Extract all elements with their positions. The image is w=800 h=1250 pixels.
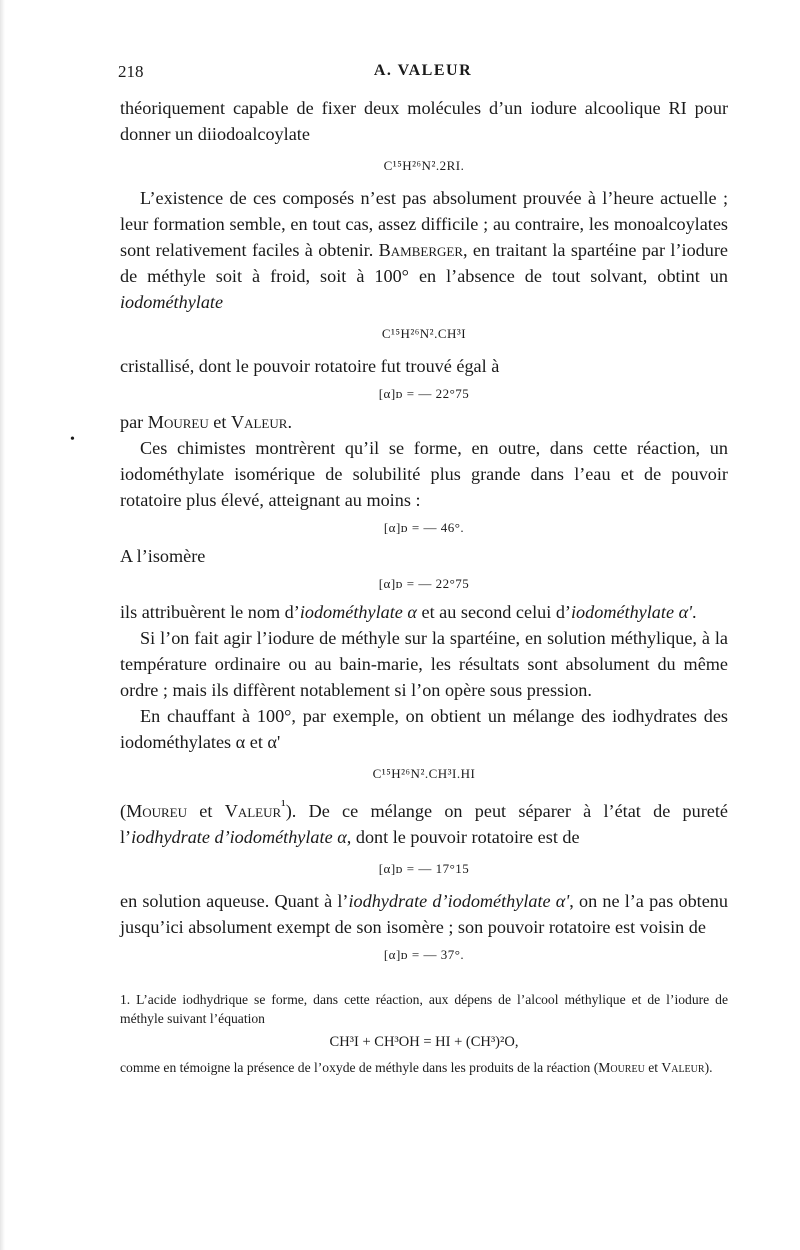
paragraph-text: L’existence de ces composés n’est pas absolument prouvée à l’heure actuelle ; leur formation semble, en tout cas, assez difficile ; au contraire, les monoalcoylates sont relativement faciles à obtenir.: [120, 188, 728, 260]
paragraph: [120, 95, 728, 147]
paragraph-text: et: [208, 412, 231, 432]
paragraph: [120, 625, 728, 703]
footnotes: [120, 990, 728, 1077]
formula: [α]ᴅ = — 22°75: [378, 576, 470, 591]
paragraph: [120, 793, 728, 850]
paragraph-text: ils attribuèrent le nom d’: [120, 602, 300, 622]
footnote: [120, 990, 728, 1028]
formula: C¹⁵H²⁶N².2RI.: [383, 158, 465, 173]
footnote-text: comme en témoigne la présence de l’oxyde de méthyle dans les produits de la réaction (: [120, 1060, 599, 1075]
formula: [α]ᴅ = — 17°15: [378, 861, 470, 877]
italic-term: iodométhylate α': [570, 602, 693, 622]
paragraph: [120, 409, 728, 435]
paragraph-text: En chauffant à 100°, par exemple, on obtient un mélange des iodhydrates des iodométhylates α et α': [120, 706, 728, 752]
paragraph: [120, 185, 728, 315]
italic-term: iodhydrate d’iodométhylate α: [131, 827, 347, 848]
formula: C¹⁵H²⁶N².CH³I: [381, 326, 467, 341]
paragraph-text: par: [120, 412, 148, 432]
author-name: Moureu: [598, 1060, 645, 1075]
paragraph-text: (: [120, 801, 127, 822]
paragraph-text: .: [692, 602, 697, 622]
paragraph-text: en solution aqueuse. Quant à l’: [120, 891, 349, 912]
paragraph-text: Si l’on fait agir l’iodure de méthyle sur la spartéine, en solution méthylique, à la température ordinaire ou au bain-marie, les résultats sont absolument du même ordre ; mais ils diffèrent notablement si l’on opère sous pression.: [120, 628, 728, 700]
paragraph-text: ). De ce mélange on peut séparer à l’état de pureté l’: [120, 801, 728, 848]
author-name: Moureu: [147, 412, 209, 432]
paragraph: [120, 599, 728, 625]
paragraph: [120, 703, 728, 755]
page-header: [118, 62, 728, 86]
paragraph: [120, 435, 728, 513]
body-text: [120, 95, 728, 970]
paragraph-text: , en traitant la spartéine par l’iodure de méthyle soit à froid, soit à 100° en l’absence de tout solvant, obtint un: [120, 240, 728, 286]
footnote-text: 1. L’acide iodhydrique se forme, dans cette réaction, aux dépens de l’alcool méthylique et de l’iodure de méthyle suivant l’équation: [120, 992, 728, 1026]
italic-term: iodométhylate α: [299, 602, 417, 622]
footnote: [120, 1058, 728, 1077]
italic-term: iodométhylate: [120, 292, 224, 312]
author-name: Valeur: [230, 412, 288, 432]
formula: [α]ᴅ = — 22°75: [378, 386, 470, 401]
paragraph-text: A l’isomère: [120, 546, 206, 566]
author-name: Moureu: [126, 801, 188, 822]
author-name: Valeur: [661, 1060, 705, 1075]
author-name: Bamberger: [378, 240, 464, 260]
paragraph-text: Ces chimistes montrèrent qu’il se forme, en outre, dans cette réaction, un iodométhylate isomérique de solubilité plus grande dans l’eau et de pouvoir rotatoire plus élevé, atteignant au moins :: [120, 438, 728, 510]
paragraph: [120, 543, 728, 569]
paragraph-text: .: [287, 412, 292, 432]
paragraph-text: théoriquement capable de fixer deux molécules d’un iodure alcoolique RI pour donner un diiodoalcoylate: [120, 98, 728, 144]
formula: [α]ᴅ = — 46°.: [383, 520, 465, 535]
paragraph-text: , dont le pouvoir rotatoire est de: [346, 827, 580, 848]
running-title: A. VALEUR: [373, 62, 473, 79]
paragraph-text: et au second celui d’: [416, 602, 571, 622]
footnote-text: ).: [704, 1060, 713, 1075]
paragraph-text: cristallisé, dont le pouvoir rotatoire fut trouvé égal à: [120, 356, 500, 376]
italic-term: iodhydrate d’iodométhylate α': [348, 891, 570, 912]
footnote-equation: CH³I + CH³OH = HI + (CH³)²O,: [329, 1034, 519, 1050]
formula: [α]ᴅ = — 37°.: [383, 947, 465, 963]
formula: C¹⁵H²⁶N².CH³I.HI: [372, 766, 476, 781]
footnote-reference[interactable]: ¹: [281, 797, 286, 814]
paragraph-text: , on ne l’a pas obtenu jusqu’ici absolument exempt de son isomère ; son pouvoir rotatoire est voisin de: [120, 891, 728, 938]
margin-mark: •: [70, 432, 75, 447]
page-edge-shadow: [0, 0, 5, 1250]
paragraph: [120, 353, 728, 379]
author-name: Valeur: [224, 801, 282, 822]
page-number: 218: [118, 62, 144, 81]
paragraph-text: et: [187, 801, 225, 822]
paragraph: [120, 888, 728, 940]
footnote-text: et: [644, 1060, 662, 1075]
